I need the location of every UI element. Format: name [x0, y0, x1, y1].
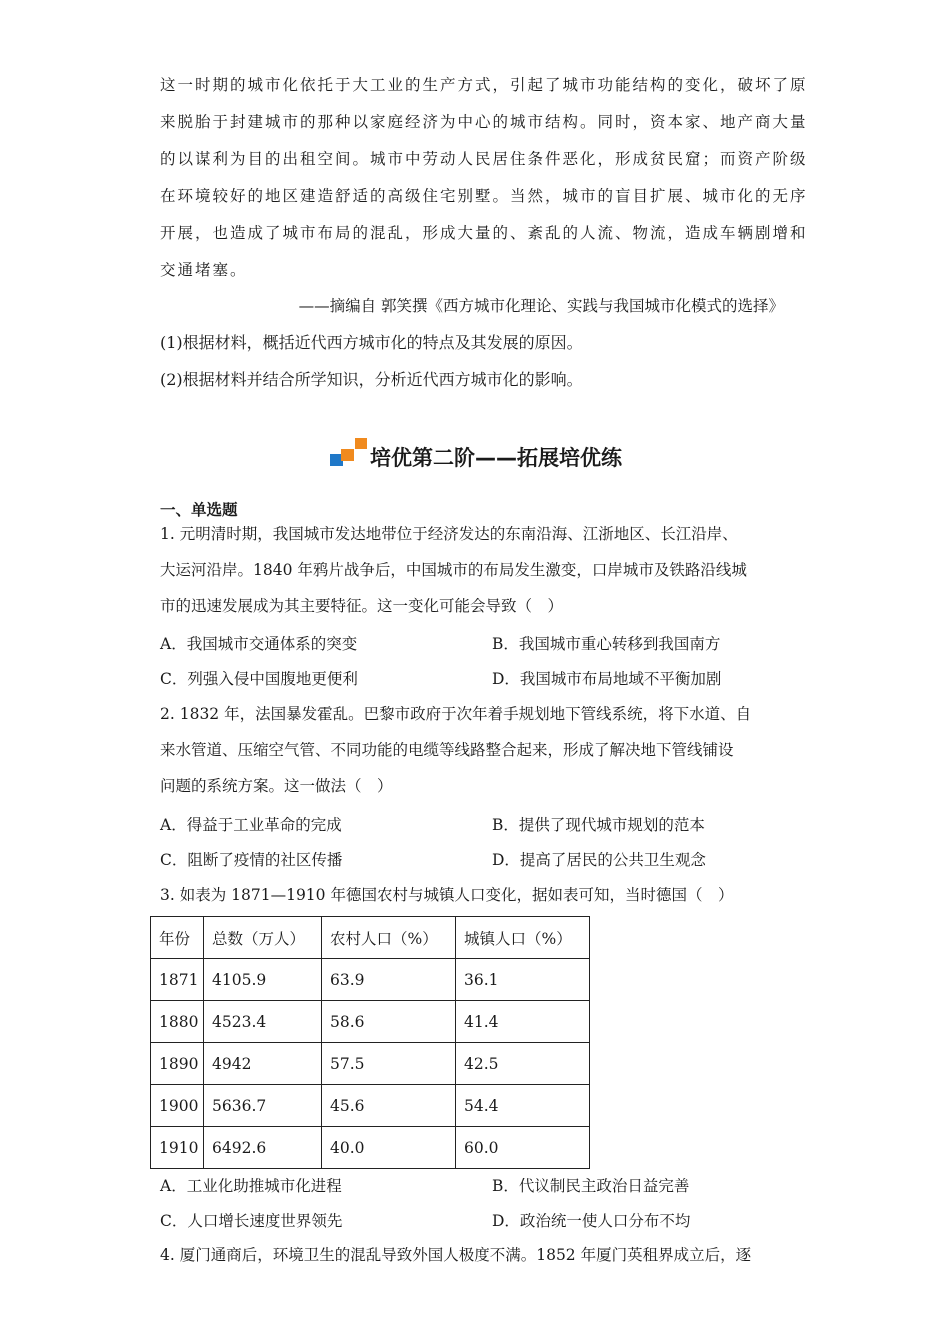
table-cell: 60.0: [456, 1127, 590, 1169]
q3-option-c[interactable]: C．人口增长速度世界领先: [160, 1212, 343, 1230]
table-cell: 45.6: [322, 1085, 456, 1127]
table-cell: 63.9: [322, 959, 456, 1001]
q1-line: 市的迅速发展成为其主要特征。这一变化可能会导致（ ）: [160, 597, 564, 615]
question-1-text: (1)根据材料，概括近代西方城市化的特点及其发展的原因。: [160, 333, 583, 352]
logo-orange-block-2: [355, 438, 367, 449]
table-row: [151, 1127, 590, 1169]
material-line: 的以谋利为目的出租空间。城市中劳动人民居住条件恶化，形成贫民窟；而资产阶级: [160, 150, 808, 168]
q3-option-b[interactable]: B．代议制民主政治日益完善: [492, 1177, 690, 1195]
table-cell: 58.6: [322, 1001, 456, 1043]
q2-option-b[interactable]: B．提供了现代城市规划的范本: [492, 816, 705, 834]
table-cell: 57.5: [322, 1043, 456, 1085]
table-header-cell: 农村人口（%）: [322, 917, 456, 959]
q3-stem: 3. 如表为 1871—1910 年德国农村与城镇人口变化，据如表可知，当时德国（ ）: [160, 886, 734, 904]
q2-option-d[interactable]: D．提高了居民的公共卫生观念: [492, 851, 706, 869]
q2-option-a[interactable]: A．得益于工业革命的完成: [160, 816, 342, 834]
q2-option-c[interactable]: C．阻断了疫情的社区传播: [160, 851, 343, 869]
q2-line: 2. 1832 年，法国暴发霍乱。巴黎市政府于次年着手规划地下管线系统，将下水道、自: [160, 705, 752, 723]
table-cell: 4105.9: [204, 959, 322, 1001]
q3-option-d[interactable]: D．政治统一使人口分布不均: [492, 1212, 691, 1230]
table-header-cell: 总数（万人）: [204, 917, 322, 959]
material-paragraph: [160, 67, 808, 289]
q2-line: 来水管道、压缩空气管、不同功能的电缆等线路整合起来，形成了解决地下管线铺设: [160, 741, 734, 759]
material-line: 交通堵塞。: [160, 261, 248, 279]
table-cell: 1910: [151, 1127, 204, 1169]
logo-orange-block-1: [341, 449, 354, 461]
table-cell: 6492.6: [204, 1127, 322, 1169]
table-header-cell: 年份: [151, 917, 204, 959]
table-cell: 1900: [151, 1085, 204, 1127]
table-row: [151, 1085, 590, 1127]
q1-option-c[interactable]: C．列强入侵中国腹地更便利: [160, 670, 358, 688]
table-cell: 1871: [151, 959, 204, 1001]
table-cell: 54.4: [456, 1085, 590, 1127]
material-line: 来脱胎于封建城市的那种以家庭经济为中心的城市结构。同时，资本家、地产商大量: [160, 113, 808, 131]
table-cell: 40.0: [322, 1127, 456, 1169]
table-row: [151, 959, 590, 1001]
table-cell: 41.4: [456, 1001, 590, 1043]
table-header-cell: 城镇人口（%）: [456, 917, 590, 959]
citation: ——摘编自 郭笑撰《西方城市化理论、实践与我国城市化模式的选择》: [298, 297, 784, 315]
section-heading: 一、单选题: [160, 501, 238, 519]
population-table: [150, 916, 590, 1169]
table-cell: 4523.4: [204, 1001, 322, 1043]
q4-stem: 4. 厦门通商后，环境卫生的混乱导致外国人极度不满。1852 年厦门英租界成立后，逐: [160, 1246, 752, 1264]
q1-line: 大运河沿岸。1840 年鸦片战争后，中国城市的布局发生激变，口岸城市及铁路沿线城: [160, 561, 747, 579]
table-row: [151, 1043, 590, 1085]
q2-line: 问题的系统方案。这一做法（ ）: [160, 777, 393, 795]
question-2-text: (2)根据材料并结合所学知识，分析近代西方城市化的影响。: [160, 370, 583, 389]
section-title: 培优第二阶——拓展培优练: [370, 446, 622, 470]
q1-stem: [160, 516, 790, 624]
table-cell: 42.5: [456, 1043, 590, 1085]
q3-option-a[interactable]: A．工业化助推城市化进程: [160, 1177, 342, 1195]
q1-option-a[interactable]: A．我国城市交通体系的突变: [160, 635, 358, 653]
material-line: 在环境较好的地区建造舒适的高级住宅别墅。当然，城市的盲目扩展、城市化的无序: [160, 187, 808, 205]
q2-stem: [160, 696, 790, 804]
q1-option-b[interactable]: B．我国城市重心转移到我国南方: [492, 635, 721, 653]
table-cell: 4942: [204, 1043, 322, 1085]
table-cell: 1880: [151, 1001, 204, 1043]
q1-line: 1. 元明清时期，我国城市发达地带位于经济发达的东南沿海、江浙地区、长江沿岸、: [160, 525, 738, 543]
stairs-logo-icon: [330, 436, 370, 470]
table-cell: 5636.7: [204, 1085, 322, 1127]
material-line: 开展，也造成了城市布局的混乱，形成大量的、紊乱的人流、物流，造成车辆剧增和: [160, 224, 808, 242]
table-header-row: [151, 917, 590, 959]
material-line: 这一时期的城市化依托于大工业的生产方式，引起了城市功能结构的变化，破坏了原: [160, 76, 808, 94]
table-cell: 1890: [151, 1043, 204, 1085]
q1-option-d[interactable]: D．我国城市布局地域不平衡加剧: [492, 670, 722, 688]
table-row: [151, 1001, 590, 1043]
table-cell: 36.1: [456, 959, 590, 1001]
